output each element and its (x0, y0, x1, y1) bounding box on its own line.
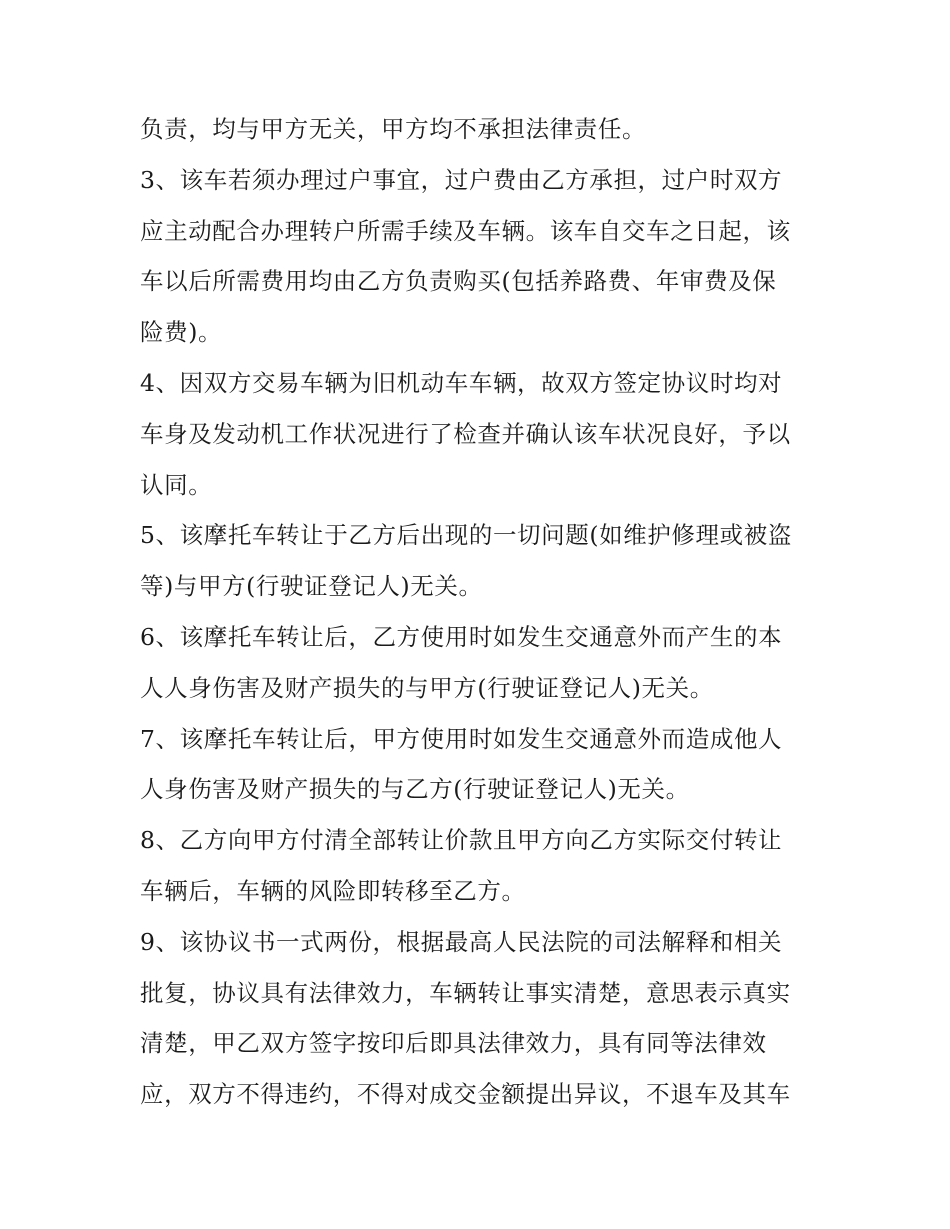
text-line-14: 人身伤害及财产损失的与乙方(行驶证登记人)无关。 (140, 775, 690, 804)
text-line-15: 8、乙方向甲方付清全部转让价款且甲方向乙方实际交付转让 (140, 826, 783, 855)
text-line-9: 5、该摩托车转让于乙方后出现的一切问题(如维护修理或被盗 (140, 521, 792, 550)
text-line-7: 车身及发动机工作状况进行了检查并确认该车状况良好，予以 (140, 419, 791, 448)
text-line-12: 人人身伤害及财产损失的与甲方(行驶证登记人)无关。 (140, 673, 714, 702)
text-line-19: 清楚，甲乙双方签字按印后即具法律效力，具有同等法律效 (140, 1029, 767, 1058)
text-line-8: 认同。 (140, 470, 213, 499)
agreement-body-text (140, 104, 820, 1120)
text-line-10: 等)与甲方(行驶证登记人)无关。 (140, 572, 483, 601)
text-line-11: 6、该摩托车转让后，乙方使用时如发生交通意外而产生的本 (140, 622, 783, 651)
text-line-2: 3、该车若须办理过户事宜，过户费由乙方承担，过户时双方 (140, 165, 783, 194)
text-line-1: 负责，均与甲方无关，甲方均不承担法律责任。 (140, 115, 647, 143)
text-line-13: 7、该摩托车转让后，甲方使用时如发生交通意外而造成他人 (140, 724, 783, 753)
text-line-6: 4、因双方交易车辆为旧机动车车辆，故双方签定协议时均对 (140, 368, 783, 397)
text-line-5: 险费)。 (140, 318, 223, 347)
text-line-3: 应主动配合办理转户所需手续及车辆。该车自交车之日起，该 (140, 216, 791, 245)
text-line-17: 9、该协议书一式两份，根据最高人民法院的司法解释和相关 (140, 927, 783, 956)
text-line-4: 车以后所需费用均由乙方负责购买(包括养路费、年审费及保 (140, 267, 777, 296)
text-line-20: 应，双方不得违约，不得对成交金额提出异议，不退车及其车 (140, 1080, 791, 1109)
text-line-18: 批复，协议具有法律效力，车辆转让事实清楚，意思表示真实 (140, 978, 791, 1007)
text-line-16: 车辆后，车辆的风险即转移至乙方。 (140, 876, 526, 905)
